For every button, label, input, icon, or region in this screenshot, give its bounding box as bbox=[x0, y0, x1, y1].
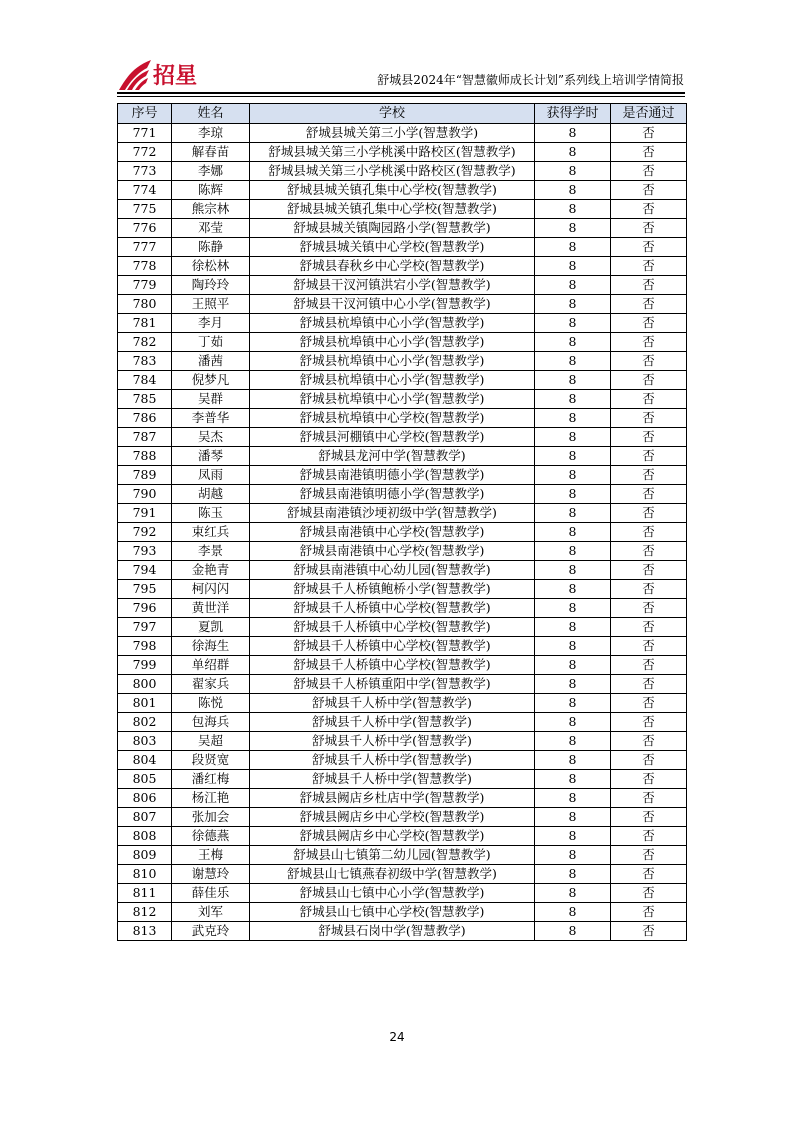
cell-name: 徐德燕 bbox=[172, 827, 250, 846]
table-row bbox=[118, 770, 687, 789]
cell-passed: 否 bbox=[611, 257, 687, 276]
cell-hours: 8 bbox=[535, 409, 611, 428]
cell-name: 徐海生 bbox=[172, 637, 250, 656]
cell-index: 813 bbox=[118, 922, 172, 941]
cell-hours: 8 bbox=[535, 219, 611, 238]
cell-index: 798 bbox=[118, 637, 172, 656]
cell-hours: 8 bbox=[535, 124, 611, 143]
table-row bbox=[118, 352, 687, 371]
cell-hours: 8 bbox=[535, 314, 611, 333]
table-row bbox=[118, 922, 687, 941]
cell-school: 舒城县龙河中学(智慧教学) bbox=[250, 447, 535, 466]
cell-index: 799 bbox=[118, 656, 172, 675]
table-row bbox=[118, 808, 687, 827]
table-row bbox=[118, 466, 687, 485]
cell-hours: 8 bbox=[535, 694, 611, 713]
cell-index: 802 bbox=[118, 713, 172, 732]
table-row bbox=[118, 789, 687, 808]
cell-school: 舒城县杭埠镇中心小学(智慧教学) bbox=[250, 390, 535, 409]
table-row bbox=[118, 751, 687, 770]
table-row bbox=[118, 257, 687, 276]
cell-passed: 否 bbox=[611, 219, 687, 238]
table-row bbox=[118, 390, 687, 409]
cell-passed: 否 bbox=[611, 770, 687, 789]
cell-hours: 8 bbox=[535, 352, 611, 371]
cell-name: 凤雨 bbox=[172, 466, 250, 485]
cell-hours: 8 bbox=[535, 789, 611, 808]
cell-school: 舒城县杭埠镇中心小学(智慧教学) bbox=[250, 371, 535, 390]
cell-passed: 否 bbox=[611, 352, 687, 371]
cell-passed: 否 bbox=[611, 884, 687, 903]
cell-passed: 否 bbox=[611, 827, 687, 846]
table-row bbox=[118, 409, 687, 428]
cell-school: 舒城县城关镇中心学校(智慧教学) bbox=[250, 238, 535, 257]
cell-index: 787 bbox=[118, 428, 172, 447]
cell-passed: 否 bbox=[611, 599, 687, 618]
table-row bbox=[118, 485, 687, 504]
cell-hours: 8 bbox=[535, 257, 611, 276]
table-header-row bbox=[118, 104, 687, 124]
cell-school: 舒城县千人桥镇中心学校(智慧教学) bbox=[250, 637, 535, 656]
cell-name: 胡越 bbox=[172, 485, 250, 504]
cell-name: 李琼 bbox=[172, 124, 250, 143]
table-row bbox=[118, 219, 687, 238]
column-header-index: 序号 bbox=[118, 104, 172, 124]
cell-name: 单绍群 bbox=[172, 656, 250, 675]
cell-name: 杨江艳 bbox=[172, 789, 250, 808]
cell-hours: 8 bbox=[535, 200, 611, 219]
cell-name: 王梅 bbox=[172, 846, 250, 865]
cell-hours: 8 bbox=[535, 713, 611, 732]
cell-school: 舒城县春秋乡中心学校(智慧教学) bbox=[250, 257, 535, 276]
cell-passed: 否 bbox=[611, 846, 687, 865]
table-row bbox=[118, 827, 687, 846]
cell-hours: 8 bbox=[535, 371, 611, 390]
table-row bbox=[118, 732, 687, 751]
cell-name: 熊宗林 bbox=[172, 200, 250, 219]
cell-name: 束红兵 bbox=[172, 523, 250, 542]
cell-index: 788 bbox=[118, 447, 172, 466]
cell-passed: 否 bbox=[611, 409, 687, 428]
column-header-name: 姓名 bbox=[172, 104, 250, 124]
cell-index: 791 bbox=[118, 504, 172, 523]
cell-school: 舒城县南港镇中心幼儿园(智慧教学) bbox=[250, 561, 535, 580]
cell-hours: 8 bbox=[535, 637, 611, 656]
cell-hours: 8 bbox=[535, 599, 611, 618]
cell-index: 786 bbox=[118, 409, 172, 428]
cell-hours: 8 bbox=[535, 922, 611, 941]
cell-index: 796 bbox=[118, 599, 172, 618]
cell-passed: 否 bbox=[611, 542, 687, 561]
cell-hours: 8 bbox=[535, 504, 611, 523]
cell-name: 倪梦凡 bbox=[172, 371, 250, 390]
cell-hours: 8 bbox=[535, 143, 611, 162]
cell-index: 794 bbox=[118, 561, 172, 580]
cell-index: 805 bbox=[118, 770, 172, 789]
cell-passed: 否 bbox=[611, 162, 687, 181]
cell-school: 舒城县南港镇明德小学(智慧教学) bbox=[250, 466, 535, 485]
cell-name: 吴杰 bbox=[172, 428, 250, 447]
table-row bbox=[118, 561, 687, 580]
cell-name: 薛佳乐 bbox=[172, 884, 250, 903]
cell-hours: 8 bbox=[535, 903, 611, 922]
cell-hours: 8 bbox=[535, 770, 611, 789]
cell-index: 780 bbox=[118, 295, 172, 314]
cell-name: 张加会 bbox=[172, 808, 250, 827]
cell-name: 陈静 bbox=[172, 238, 250, 257]
header-rule-thin bbox=[117, 96, 685, 97]
cell-name: 吴超 bbox=[172, 732, 250, 751]
cell-passed: 否 bbox=[611, 656, 687, 675]
cell-hours: 8 bbox=[535, 561, 611, 580]
column-header-hours: 获得学时 bbox=[535, 104, 611, 124]
table-row bbox=[118, 143, 687, 162]
cell-passed: 否 bbox=[611, 295, 687, 314]
cell-school: 舒城县千人桥镇中心学校(智慧教学) bbox=[250, 656, 535, 675]
cell-index: 810 bbox=[118, 865, 172, 884]
cell-name: 徐松林 bbox=[172, 257, 250, 276]
cell-index: 811 bbox=[118, 884, 172, 903]
cell-name: 陶玲玲 bbox=[172, 276, 250, 295]
cell-hours: 8 bbox=[535, 827, 611, 846]
cell-passed: 否 bbox=[611, 561, 687, 580]
cell-name: 陈悦 bbox=[172, 694, 250, 713]
cell-name: 李娜 bbox=[172, 162, 250, 181]
cell-name: 吴群 bbox=[172, 390, 250, 409]
cell-hours: 8 bbox=[535, 333, 611, 352]
cell-name: 柯闪闪 bbox=[172, 580, 250, 599]
cell-passed: 否 bbox=[611, 751, 687, 770]
cell-hours: 8 bbox=[535, 390, 611, 409]
cell-school: 舒城县杭埠镇中心学校(智慧教学) bbox=[250, 409, 535, 428]
cell-school: 舒城县南港镇沙埂初级中学(智慧教学) bbox=[250, 504, 535, 523]
page-number: 24 bbox=[389, 1030, 405, 1044]
cell-school: 舒城县杭埠镇中心小学(智慧教学) bbox=[250, 314, 535, 333]
cell-index: 784 bbox=[118, 371, 172, 390]
cell-name: 黄世洋 bbox=[172, 599, 250, 618]
cell-name: 王照平 bbox=[172, 295, 250, 314]
cell-hours: 8 bbox=[535, 447, 611, 466]
cell-index: 808 bbox=[118, 827, 172, 846]
cell-passed: 否 bbox=[611, 466, 687, 485]
table-row bbox=[118, 903, 687, 922]
cell-index: 812 bbox=[118, 903, 172, 922]
cell-passed: 否 bbox=[611, 694, 687, 713]
cell-passed: 否 bbox=[611, 238, 687, 257]
cell-school: 舒城县千人桥镇重阳中学(智慧教学) bbox=[250, 675, 535, 694]
cell-passed: 否 bbox=[611, 485, 687, 504]
cell-hours: 8 bbox=[535, 884, 611, 903]
cell-hours: 8 bbox=[535, 523, 611, 542]
cell-index: 777 bbox=[118, 238, 172, 257]
table-row bbox=[118, 295, 687, 314]
header-rule bbox=[117, 92, 685, 94]
table-row bbox=[118, 675, 687, 694]
cell-hours: 8 bbox=[535, 542, 611, 561]
cell-passed: 否 bbox=[611, 523, 687, 542]
cell-index: 804 bbox=[118, 751, 172, 770]
zhaoxing-logo-icon bbox=[117, 56, 197, 92]
table-row bbox=[118, 865, 687, 884]
cell-passed: 否 bbox=[611, 276, 687, 295]
report-title: 舒城县2024年“智慧徽师成长计划”系列线上培训学情简报 bbox=[377, 73, 684, 87]
cell-school: 舒城县杭埠镇中心小学(智慧教学) bbox=[250, 352, 535, 371]
cell-index: 774 bbox=[118, 181, 172, 200]
cell-name: 陈辉 bbox=[172, 181, 250, 200]
table-row bbox=[118, 542, 687, 561]
table-row bbox=[118, 124, 687, 143]
table-row bbox=[118, 162, 687, 181]
cell-index: 795 bbox=[118, 580, 172, 599]
cell-school: 舒城县阙店乡杜店中学(智慧教学) bbox=[250, 789, 535, 808]
cell-passed: 否 bbox=[611, 200, 687, 219]
cell-passed: 否 bbox=[611, 808, 687, 827]
cell-name: 李月 bbox=[172, 314, 250, 333]
cell-hours: 8 bbox=[535, 618, 611, 637]
cell-name: 武克玲 bbox=[172, 922, 250, 941]
table-row bbox=[118, 333, 687, 352]
cell-passed: 否 bbox=[611, 504, 687, 523]
cell-school: 舒城县千人桥中学(智慧教学) bbox=[250, 713, 535, 732]
cell-index: 789 bbox=[118, 466, 172, 485]
cell-index: 790 bbox=[118, 485, 172, 504]
cell-school: 舒城县阙店乡中心学校(智慧教学) bbox=[250, 827, 535, 846]
cell-hours: 8 bbox=[535, 580, 611, 599]
cell-name: 潘红梅 bbox=[172, 770, 250, 789]
cell-index: 775 bbox=[118, 200, 172, 219]
cell-passed: 否 bbox=[611, 865, 687, 884]
cell-school: 舒城县千人桥镇鲍桥小学(智慧教学) bbox=[250, 580, 535, 599]
cell-school: 舒城县千人桥镇中心学校(智慧教学) bbox=[250, 618, 535, 637]
cell-hours: 8 bbox=[535, 466, 611, 485]
cell-passed: 否 bbox=[611, 428, 687, 447]
cell-name: 邓莹 bbox=[172, 219, 250, 238]
cell-hours: 8 bbox=[535, 485, 611, 504]
cell-hours: 8 bbox=[535, 162, 611, 181]
cell-hours: 8 bbox=[535, 656, 611, 675]
cell-name: 金艳青 bbox=[172, 561, 250, 580]
cell-passed: 否 bbox=[611, 618, 687, 637]
cell-index: 783 bbox=[118, 352, 172, 371]
cell-school: 舒城县城关镇陶园路小学(智慧教学) bbox=[250, 219, 535, 238]
table-row bbox=[118, 504, 687, 523]
cell-hours: 8 bbox=[535, 238, 611, 257]
cell-school: 舒城县阙店乡中心学校(智慧教学) bbox=[250, 808, 535, 827]
cell-school: 舒城县城关第三小学(智慧教学) bbox=[250, 124, 535, 143]
cell-hours: 8 bbox=[535, 295, 611, 314]
table-row bbox=[118, 276, 687, 295]
table-row bbox=[118, 884, 687, 903]
cell-index: 809 bbox=[118, 846, 172, 865]
cell-passed: 否 bbox=[611, 713, 687, 732]
cell-hours: 8 bbox=[535, 808, 611, 827]
table-row bbox=[118, 371, 687, 390]
table-row bbox=[118, 200, 687, 219]
cell-school: 舒城县千人桥中学(智慧教学) bbox=[250, 770, 535, 789]
table-row bbox=[118, 314, 687, 333]
cell-school: 舒城县南港镇中心学校(智慧教学) bbox=[250, 542, 535, 561]
table-row bbox=[118, 846, 687, 865]
cell-passed: 否 bbox=[611, 637, 687, 656]
cell-school: 舒城县石岗中学(智慧教学) bbox=[250, 922, 535, 941]
cell-name: 李普华 bbox=[172, 409, 250, 428]
cell-school: 舒城县南港镇明德小学(智慧教学) bbox=[250, 485, 535, 504]
cell-hours: 8 bbox=[535, 865, 611, 884]
column-header-passed: 是否通过 bbox=[611, 104, 687, 124]
column-header-school: 学校 bbox=[250, 104, 535, 124]
cell-school: 舒城县干汊河镇洪宕小学(智慧教学) bbox=[250, 276, 535, 295]
cell-hours: 8 bbox=[535, 181, 611, 200]
cell-school: 舒城县千人桥中学(智慧教学) bbox=[250, 751, 535, 770]
cell-hours: 8 bbox=[535, 846, 611, 865]
cell-index: 771 bbox=[118, 124, 172, 143]
cell-hours: 8 bbox=[535, 751, 611, 770]
cell-index: 772 bbox=[118, 143, 172, 162]
cell-name: 潘琴 bbox=[172, 447, 250, 466]
cell-passed: 否 bbox=[611, 390, 687, 409]
cell-index: 781 bbox=[118, 314, 172, 333]
cell-passed: 否 bbox=[611, 580, 687, 599]
cell-school: 舒城县南港镇中心学校(智慧教学) bbox=[250, 523, 535, 542]
cell-school: 舒城县山七镇第二幼儿园(智慧教学) bbox=[250, 846, 535, 865]
table-row bbox=[118, 428, 687, 447]
cell-index: 807 bbox=[118, 808, 172, 827]
cell-passed: 否 bbox=[611, 143, 687, 162]
cell-name: 包海兵 bbox=[172, 713, 250, 732]
table-row bbox=[118, 713, 687, 732]
cell-index: 785 bbox=[118, 390, 172, 409]
cell-index: 800 bbox=[118, 675, 172, 694]
cell-index: 776 bbox=[118, 219, 172, 238]
table-row bbox=[118, 580, 687, 599]
cell-index: 806 bbox=[118, 789, 172, 808]
cell-passed: 否 bbox=[611, 333, 687, 352]
cell-passed: 否 bbox=[611, 181, 687, 200]
cell-hours: 8 bbox=[535, 276, 611, 295]
cell-hours: 8 bbox=[535, 428, 611, 447]
cell-name: 翟家兵 bbox=[172, 675, 250, 694]
table-row bbox=[118, 523, 687, 542]
cell-name: 谢慧玲 bbox=[172, 865, 250, 884]
cell-school: 舒城县千人桥镇中心学校(智慧教学) bbox=[250, 599, 535, 618]
cell-index: 803 bbox=[118, 732, 172, 751]
cell-school: 舒城县山七镇中心学校(智慧教学) bbox=[250, 903, 535, 922]
training-results-table bbox=[117, 103, 687, 941]
cell-name: 段贤宽 bbox=[172, 751, 250, 770]
cell-name: 李景 bbox=[172, 542, 250, 561]
cell-school: 舒城县千人桥中学(智慧教学) bbox=[250, 732, 535, 751]
cell-name: 夏凯 bbox=[172, 618, 250, 637]
cell-passed: 否 bbox=[611, 314, 687, 333]
svg-text:招星: 招星 bbox=[153, 63, 197, 89]
cell-name: 陈玉 bbox=[172, 504, 250, 523]
cell-school: 舒城县城关镇孔集中心学校(智慧教学) bbox=[250, 200, 535, 219]
cell-passed: 否 bbox=[611, 675, 687, 694]
cell-school: 舒城县山七镇燕春初级中学(智慧教学) bbox=[250, 865, 535, 884]
cell-index: 793 bbox=[118, 542, 172, 561]
table-row bbox=[118, 238, 687, 257]
cell-passed: 否 bbox=[611, 371, 687, 390]
cell-school: 舒城县杭埠镇中心小学(智慧教学) bbox=[250, 333, 535, 352]
cell-school: 舒城县河棚镇中心学校(智慧教学) bbox=[250, 428, 535, 447]
cell-school: 舒城县千人桥中学(智慧教学) bbox=[250, 694, 535, 713]
cell-index: 779 bbox=[118, 276, 172, 295]
cell-index: 782 bbox=[118, 333, 172, 352]
cell-hours: 8 bbox=[535, 675, 611, 694]
cell-passed: 否 bbox=[611, 903, 687, 922]
cell-name: 解春苗 bbox=[172, 143, 250, 162]
cell-index: 778 bbox=[118, 257, 172, 276]
cell-index: 773 bbox=[118, 162, 172, 181]
cell-name: 潘茜 bbox=[172, 352, 250, 371]
cell-school: 舒城县干汊河镇中心小学(智慧教学) bbox=[250, 295, 535, 314]
cell-name: 丁茹 bbox=[172, 333, 250, 352]
table-row bbox=[118, 181, 687, 200]
cell-school: 舒城县山七镇中心小学(智慧教学) bbox=[250, 884, 535, 903]
cell-school: 舒城县城关第三小学桃溪中路校区(智慧教学) bbox=[250, 162, 535, 181]
cell-index: 792 bbox=[118, 523, 172, 542]
table-row bbox=[118, 656, 687, 675]
cell-passed: 否 bbox=[611, 124, 687, 143]
table-row bbox=[118, 618, 687, 637]
table-row bbox=[118, 694, 687, 713]
cell-passed: 否 bbox=[611, 789, 687, 808]
cell-index: 797 bbox=[118, 618, 172, 637]
cell-passed: 否 bbox=[611, 922, 687, 941]
cell-hours: 8 bbox=[535, 732, 611, 751]
cell-school: 舒城县城关镇孔集中心学校(智慧教学) bbox=[250, 181, 535, 200]
cell-index: 801 bbox=[118, 694, 172, 713]
cell-name: 刘军 bbox=[172, 903, 250, 922]
cell-passed: 否 bbox=[611, 447, 687, 466]
table-row bbox=[118, 447, 687, 466]
table-row bbox=[118, 599, 687, 618]
cell-passed: 否 bbox=[611, 732, 687, 751]
table-row bbox=[118, 637, 687, 656]
cell-school: 舒城县城关第三小学桃溪中路校区(智慧教学) bbox=[250, 143, 535, 162]
